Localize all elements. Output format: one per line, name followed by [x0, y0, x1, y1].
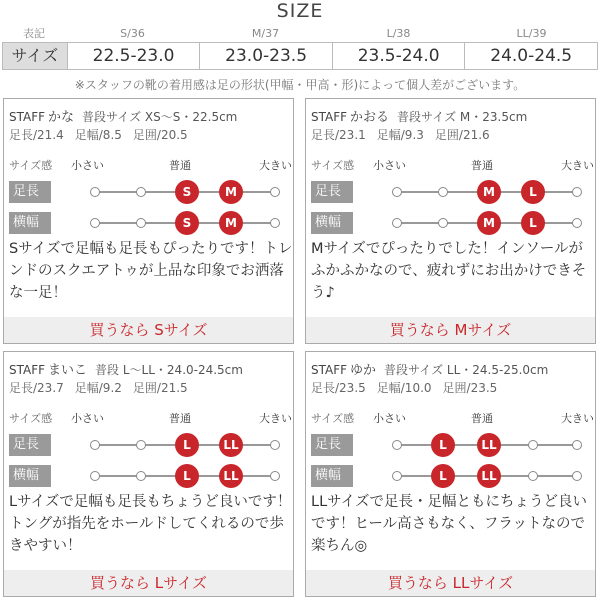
foot-girth: 足囲/21.5	[132, 381, 188, 395]
size-header-cell: M/37	[251, 27, 280, 40]
scale-title: サイズ感	[311, 412, 355, 425]
length-scale	[9, 434, 291, 456]
scale-dot	[90, 471, 100, 481]
scale-labels	[311, 157, 593, 171]
staff-comment: Sサイズで足幅も足長もぴったりです！トレンドのスクエアトゥが上品な印象でお洒落な一足！	[9, 241, 293, 301]
staff-comment: Mサイズでぴったりでした！インソールがふかふかなので、疲れずにお出かけできそう♪	[311, 241, 587, 301]
staff-label: STAFF	[9, 110, 46, 124]
recommended-size: 買うなら LLサイズ	[306, 570, 595, 596]
scale-dot	[528, 440, 538, 450]
staff-header	[9, 359, 291, 378]
staff-name: かな	[48, 110, 75, 125]
foot-measurements	[311, 126, 593, 143]
staff-header	[9, 106, 291, 125]
scale-dot	[90, 187, 100, 197]
size-mark: LL	[477, 433, 501, 457]
scale-dot	[90, 440, 100, 450]
scale-dot	[136, 218, 146, 228]
width-scale	[9, 212, 291, 234]
size-mark: S	[175, 180, 199, 204]
length-scale	[9, 181, 291, 203]
recommended-size: 買うなら Lサイズ	[4, 570, 293, 596]
foot-width: 足幅/10.0	[376, 381, 432, 395]
scale-dot	[136, 471, 146, 481]
scale-large: 大きい	[259, 412, 292, 425]
size-mark: L	[521, 211, 545, 235]
foot-girth: 足囲/20.5	[132, 128, 188, 142]
scale-dot	[572, 187, 582, 197]
foot-length: 足長/23.5	[311, 381, 366, 395]
foot-girth: 足囲/23.5	[442, 381, 498, 395]
size-mark: LL	[219, 464, 243, 488]
scale-small: 小さい	[373, 412, 406, 425]
scale-labels	[9, 410, 291, 424]
scale-row-label: 横幅	[311, 212, 353, 234]
size-mark: M	[219, 180, 243, 204]
scale-large: 大きい	[561, 412, 594, 425]
scale-dot	[392, 440, 402, 450]
size-table-row	[2, 42, 598, 70]
usual-size: 普段サイズ M・23.5cm	[397, 110, 528, 124]
staff-name: ゆか	[350, 363, 377, 378]
scale-large: 大きい	[561, 159, 594, 172]
staff-label: STAFF	[311, 363, 348, 377]
scale-row-label: 足長	[9, 181, 51, 203]
foot-length: 足長/23.7	[9, 381, 64, 395]
scale-row-label: 足長	[311, 434, 353, 456]
scale-normal: 普通	[169, 412, 191, 425]
scale-normal: 普通	[471, 159, 493, 172]
scale-small: 小さい	[373, 159, 406, 172]
scale-dot	[392, 187, 402, 197]
size-mark: L	[175, 433, 199, 457]
usual-size: 普段サイズ LL・24.5-25.0cm	[384, 363, 549, 377]
scale-row-label: 足長	[9, 434, 51, 456]
scale-labels	[9, 157, 291, 171]
foot-measurements	[9, 379, 291, 396]
scale-dot	[392, 471, 402, 481]
usual-size: 普段 L〜LL・24.0-24.5cm	[95, 363, 243, 377]
scale-dot	[270, 187, 280, 197]
staff-header	[311, 106, 593, 125]
staff-label: STAFF	[311, 110, 348, 124]
size-mark: L	[431, 464, 455, 488]
size-value-cell: 22.5-23.0	[67, 43, 200, 69]
foot-girth: 足囲/21.6	[434, 128, 490, 142]
scale-dot	[572, 471, 582, 481]
scale-dot	[392, 218, 402, 228]
foot-length: 足長/21.4	[9, 128, 64, 142]
staff-card	[3, 351, 294, 597]
foot-length: 足長/23.1	[311, 128, 366, 142]
size-header-cell: L/38	[386, 27, 411, 40]
size-value-cell: 23.5-24.0	[332, 43, 465, 69]
size-mark: LL	[219, 433, 243, 457]
scale-dot	[136, 440, 146, 450]
size-mark: L	[175, 464, 199, 488]
scale-dot	[270, 471, 280, 481]
scale-dot	[438, 218, 448, 228]
size-value-cell: 23.0-23.5	[199, 43, 332, 69]
scale-dot	[90, 218, 100, 228]
size-header-cell: LL/39	[516, 27, 547, 40]
scale-dot	[528, 471, 538, 481]
scale-small: 小さい	[71, 412, 104, 425]
scale-large: 大きい	[259, 159, 292, 172]
scale-row-label: 横幅	[9, 465, 51, 487]
width-scale	[311, 212, 593, 234]
staff-label: STAFF	[9, 363, 46, 377]
size-value-cell: 24.0-24.5	[464, 43, 597, 69]
scale-row-label: 横幅	[9, 212, 51, 234]
scale-dot	[438, 187, 448, 197]
size-mark: LL	[477, 464, 501, 488]
width-scale	[311, 465, 593, 487]
staff-comment: Lサイズで足幅も足長もちょうど良いです！トングが指先をホールドしてくれるので歩きやすい！	[9, 494, 292, 554]
length-scale	[311, 434, 593, 456]
scale-labels	[311, 410, 593, 424]
scale-row-label: 横幅	[311, 465, 353, 487]
scale-dot	[270, 440, 280, 450]
staff-name: かおる	[350, 110, 390, 125]
size-mark: L	[521, 180, 545, 204]
usual-size: 普段サイズ XS〜S・22.5cm	[82, 110, 238, 124]
foot-width: 足幅/9.3	[376, 128, 424, 142]
foot-width: 足幅/9.2	[74, 381, 122, 395]
recommended-size: 買うなら Sサイズ	[4, 317, 293, 343]
size-header-cell: S/36	[120, 27, 145, 40]
scale-title: サイズ感	[9, 412, 53, 425]
scale-row-label: 足長	[311, 181, 353, 203]
staff-name: まいこ	[48, 363, 88, 378]
staff-card	[3, 98, 294, 344]
scale-small: 小さい	[71, 159, 104, 172]
size-header-cell: 表記	[23, 27, 45, 40]
page-title: SIZE	[276, 0, 324, 22]
width-scale	[9, 465, 291, 487]
scale-dot	[572, 218, 582, 228]
staff-comment: LLサイズで足長・足幅ともにちょうど良いです！ヒール高さもなく、フラットなので楽ちん◎	[311, 494, 587, 554]
scale-dot	[270, 218, 280, 228]
staff-header	[311, 359, 593, 378]
scale-normal: 普通	[471, 412, 493, 425]
recommended-size: 買うなら Mサイズ	[306, 317, 595, 343]
size-table-header	[2, 26, 598, 42]
size-mark: S	[175, 211, 199, 235]
staff-card	[305, 351, 596, 597]
scale-dot	[136, 187, 146, 197]
size-row-label: サイズ	[3, 43, 67, 69]
size-table	[2, 26, 598, 70]
size-mark: M	[477, 211, 501, 235]
size-mark: M	[477, 180, 501, 204]
scale-dot	[572, 440, 582, 450]
staff-card	[305, 98, 596, 344]
size-mark: M	[219, 211, 243, 235]
foot-measurements	[9, 126, 291, 143]
foot-measurements	[311, 379, 593, 396]
scale-normal: 普通	[169, 159, 191, 172]
scale-title: サイズ感	[9, 159, 53, 172]
foot-width: 足幅/8.5	[74, 128, 122, 142]
fit-note: ※スタッフの靴の着用感は足の形状(甲幅・甲高・形)によって個人差がございます。	[74, 78, 526, 92]
scale-title: サイズ感	[311, 159, 355, 172]
length-scale	[311, 181, 593, 203]
size-mark: L	[431, 433, 455, 457]
